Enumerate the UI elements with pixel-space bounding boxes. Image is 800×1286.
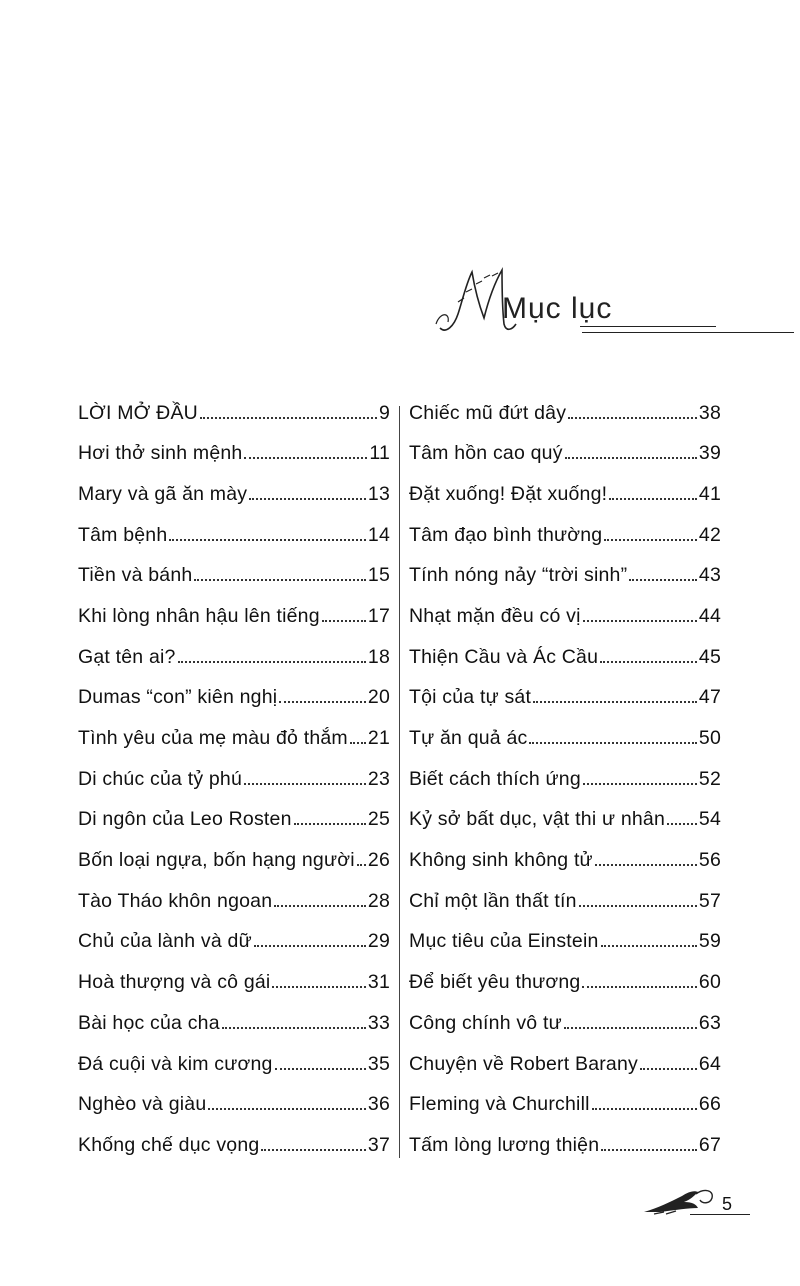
dot-leader [194, 561, 365, 582]
dot-leader [568, 398, 697, 419]
toc-entry-page: 38 [698, 401, 721, 424]
dot-leader [169, 520, 366, 541]
toc-entry-title: Di chúc của tỷ phú [78, 767, 243, 790]
toc-entry[interactable] [409, 683, 721, 724]
toc-entry-title: Khống chế dục vọng [78, 1133, 260, 1156]
title-underline-long [582, 332, 794, 333]
toc-entry-page: 11 [369, 442, 390, 465]
toc-entry-page: 17 [367, 604, 390, 627]
toc-entry[interactable] [409, 642, 721, 683]
toc-entry-title: Không sinh không tử [409, 849, 593, 872]
dot-leader [583, 764, 697, 785]
toc-entry[interactable] [409, 886, 721, 927]
dot-leader [272, 968, 365, 989]
toc-entry-page: 36 [367, 1093, 390, 1116]
toc-entry-page: 50 [698, 727, 721, 750]
dot-leader [275, 1049, 366, 1070]
dot-leader [294, 805, 366, 826]
toc-entry-page: 59 [698, 930, 721, 953]
toc-entry-page: 66 [698, 1093, 721, 1116]
toc-entry-title: Đá cuội và kim cương [78, 1052, 273, 1075]
toc-entry[interactable] [409, 805, 721, 846]
toc-entry[interactable] [409, 1130, 721, 1171]
toc-entry[interactable] [409, 846, 721, 887]
toc-entry-title: Chuyện về Robert Barany [409, 1052, 638, 1075]
toc-entry-title: Biết cách thích ứng [409, 767, 581, 790]
toc-entry[interactable] [78, 479, 390, 520]
dot-leader [595, 846, 697, 867]
toc-entry-page: 57 [698, 889, 721, 912]
toc-entry[interactable] [409, 1090, 721, 1131]
dot-leader [592, 1090, 697, 1111]
toc-heading [432, 262, 792, 352]
toc-entry[interactable] [409, 927, 721, 968]
dot-leader [564, 1008, 697, 1029]
toc-entry-title: Tội của tự sát [409, 686, 532, 709]
dot-leader [254, 927, 366, 948]
page-number: 5 [722, 1194, 733, 1214]
dot-leader [579, 886, 697, 907]
dot-leader [200, 398, 377, 419]
toc-entry-title: Tào Tháo khôn ngoan [78, 889, 273, 912]
toc-entry[interactable] [409, 439, 721, 480]
toc-entry-page: 44 [698, 604, 721, 627]
toc-entry[interactable] [78, 561, 390, 602]
page-title: Mục lục [502, 292, 613, 325]
toc-entry[interactable] [78, 601, 390, 642]
dot-leader [565, 439, 697, 460]
dot-leader [244, 764, 366, 785]
toc-entry[interactable] [409, 968, 721, 1009]
toc-entry-page: 63 [698, 1011, 721, 1034]
toc-entry-title: Nhạt mặn đều có vị [409, 604, 581, 627]
toc-entry[interactable] [409, 398, 721, 439]
toc-entry-title: Mục tiêu của Einstein [409, 930, 599, 953]
dot-leader [279, 683, 366, 704]
toc-entry[interactable] [78, 1008, 390, 1049]
toc-entry[interactable] [78, 520, 390, 561]
toc-entry[interactable] [409, 601, 721, 642]
toc-entry-page: 43 [698, 564, 721, 587]
toc-entry-title: Nghèo và giàu [78, 1093, 207, 1116]
dot-leader [178, 642, 366, 663]
dot-leader [350, 724, 366, 745]
dot-leader [600, 642, 697, 663]
toc-entry[interactable] [409, 1008, 721, 1049]
toc-entry-title: Tiền và bánh [78, 564, 193, 587]
toc-entry-title: Bốn loại ngựa, bốn hạng người [78, 849, 355, 872]
toc-entry-title: LỜI MỞ ĐẦU [78, 401, 198, 424]
toc-entry-title: Dumas “con” kiên nghị [78, 686, 278, 709]
dot-leader [261, 1130, 366, 1151]
toc-entry-page: 35 [367, 1052, 390, 1075]
toc-entry[interactable] [78, 968, 390, 1009]
toc-entry-page: 21 [367, 727, 390, 750]
toc-entry-title: Kỷ sở bất dục, vật thi ư nhân [409, 808, 666, 831]
toc-entry-title: Chỉ một lần thất tín [409, 889, 577, 912]
toc-entry[interactable] [409, 1049, 721, 1090]
dot-leader [249, 479, 366, 500]
toc-entry-page: 45 [698, 645, 721, 668]
toc-entry-page: 9 [378, 401, 390, 424]
toc-entry-title: Tâm hồn cao quý [409, 442, 563, 465]
dot-leader [357, 846, 366, 867]
dot-leader [601, 1130, 697, 1151]
title-underline [580, 326, 716, 327]
toc-entry-page: 67 [698, 1133, 721, 1156]
toc-entry[interactable] [78, 1049, 390, 1090]
toc-entry-title: Thiện Cầu và Ác Cầu [409, 645, 599, 668]
dot-leader [582, 968, 696, 989]
toc-entry[interactable] [409, 561, 721, 602]
toc-entry-title: Mary và gã ăn mày [78, 482, 248, 505]
toc-entry[interactable] [409, 764, 721, 805]
column-divider [399, 406, 400, 1158]
toc-entry-title: Chiếc mũ đứt dây [409, 401, 567, 424]
dot-leader [601, 927, 697, 948]
toc-entry[interactable] [78, 724, 390, 765]
toc-entry-page: 20 [367, 686, 390, 709]
toc-entry-page: 60 [698, 971, 721, 994]
toc-entry-title: Tính nóng nảy “trời sinh” [409, 564, 628, 587]
toc-entry-title: Bài học của cha [78, 1011, 220, 1034]
toc-entry-page: 29 [367, 930, 390, 953]
toc-entry[interactable] [78, 846, 390, 887]
toc-entry-page: 26 [367, 849, 390, 872]
toc-entry-title: Di ngôn của Leo Rosten [78, 808, 292, 831]
toc-entry[interactable] [78, 1090, 390, 1131]
toc-entry[interactable] [409, 479, 721, 520]
toc-entry[interactable] [78, 805, 390, 846]
toc-entry-title: Công chính vô tư [409, 1011, 562, 1034]
toc-entry-title: Đặt xuống! Đặt xuống! [409, 482, 608, 505]
toc-entry-title: Tình yêu của mẹ màu đỏ thắm [78, 727, 348, 750]
toc-entry-page: 54 [698, 808, 721, 831]
dot-leader [244, 439, 367, 460]
toc-entry[interactable] [78, 764, 390, 805]
toc-entry[interactable] [78, 642, 390, 683]
toc-entry-title: Fleming và Churchill [409, 1093, 590, 1116]
dot-leader [208, 1090, 366, 1111]
toc-entry-page: 37 [367, 1133, 390, 1156]
dot-leader [629, 561, 697, 582]
dot-leader [583, 601, 697, 622]
footer-rule [690, 1214, 750, 1215]
toc-entry-title: Khi lòng nhân hậu lên tiếng [78, 604, 320, 627]
dot-leader [222, 1008, 366, 1029]
toc-entry-page: 33 [367, 1011, 390, 1034]
toc-entry-title: Gạt tên ai? [78, 645, 176, 668]
toc-entry[interactable] [409, 724, 721, 765]
toc-entry-page: 64 [698, 1052, 721, 1075]
toc-entry-title: Chủ của lành và dữ [78, 930, 252, 953]
dot-leader [274, 886, 366, 907]
toc-entry[interactable] [78, 398, 390, 439]
feather-pen-icon [640, 1182, 720, 1222]
toc-entry-page: 23 [367, 767, 390, 790]
dot-leader [609, 479, 697, 500]
toc-entry-title: Tâm bệnh [78, 523, 168, 546]
dot-leader [322, 601, 366, 622]
toc-entry[interactable] [78, 927, 390, 968]
toc-entry-title: Để biết yêu thương [409, 971, 581, 994]
toc-entry[interactable] [409, 520, 721, 561]
toc-entry-title: Tự ăn quả ác [409, 727, 528, 750]
toc-entry-title: Hơi thở sinh mệnh [78, 442, 243, 465]
toc-entry[interactable] [78, 886, 390, 927]
toc-entry[interactable] [78, 683, 390, 724]
dot-leader [529, 724, 696, 745]
toc-entry-page: 41 [698, 482, 721, 505]
dot-leader [667, 805, 697, 826]
toc-column-left [78, 398, 390, 1171]
dot-leader [604, 520, 697, 541]
toc-entry-page: 39 [698, 442, 721, 465]
toc-entry-page: 47 [698, 686, 721, 709]
toc-entry-page: 28 [367, 889, 390, 912]
toc-entry-page: 56 [698, 849, 721, 872]
toc-entry-title: Hoà thượng và cô gái [78, 971, 271, 994]
toc-entry[interactable] [78, 439, 390, 480]
toc-entry-page: 52 [698, 767, 721, 790]
toc-entry-title: Tấm lòng lương thiện [409, 1133, 600, 1156]
toc-entry-page: 25 [367, 808, 390, 831]
toc-entry[interactable] [78, 1130, 390, 1171]
toc-entry-page: 13 [367, 482, 390, 505]
toc-entry-page: 18 [367, 645, 390, 668]
toc-entry-page: 14 [367, 523, 390, 546]
dot-leader [640, 1049, 697, 1070]
toc-entry-title: Tâm đạo bình thường [409, 523, 603, 546]
toc-entry-page: 42 [698, 523, 721, 546]
dot-leader [533, 683, 697, 704]
toc-column-right [409, 398, 721, 1171]
toc-entry-page: 15 [367, 564, 390, 587]
toc-entry-page: 31 [367, 971, 390, 994]
